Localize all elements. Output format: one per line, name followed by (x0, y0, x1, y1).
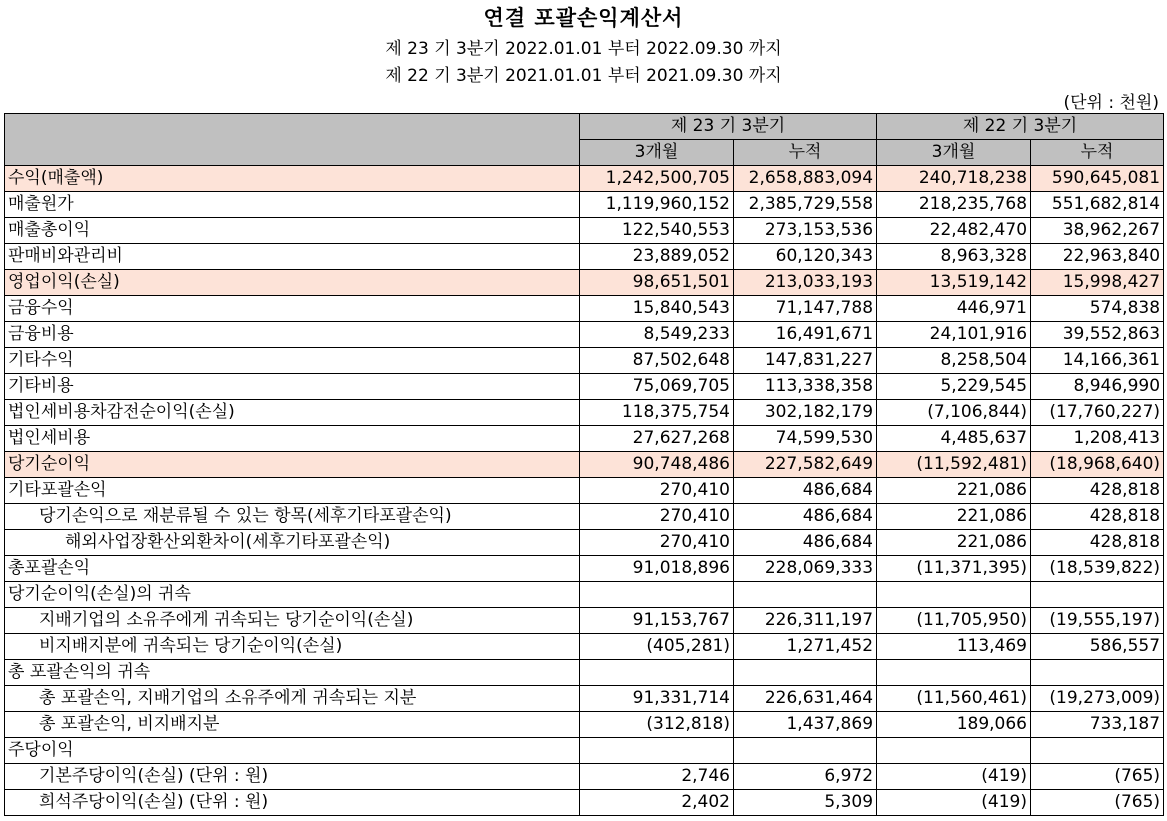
row-value: 221,086 (877, 530, 1031, 556)
row-value: 228,069,333 (734, 556, 877, 582)
row-value: 2,402 (580, 790, 734, 816)
table-row (5, 452, 1164, 478)
row-value: (765) (1031, 764, 1164, 790)
income-statement-table (4, 113, 1164, 816)
row-value (580, 582, 734, 608)
header-cumulative-prior: 누적 (1031, 140, 1164, 166)
row-value: 221,086 (877, 504, 1031, 530)
table-row (5, 218, 1164, 244)
row-value: (11,705,950) (877, 608, 1031, 634)
table-row (5, 296, 1164, 322)
row-value: 590,645,081 (1031, 166, 1164, 192)
row-value: 38,962,267 (1031, 218, 1164, 244)
header-account-cell (5, 114, 580, 166)
table-row (5, 192, 1164, 218)
row-value: 4,485,637 (877, 426, 1031, 452)
header-row-periods (5, 114, 1164, 140)
row-value (734, 660, 877, 686)
row-value (580, 660, 734, 686)
row-label: 당기순이익(손실)의 귀속 (5, 582, 580, 608)
table-row (5, 764, 1164, 790)
row-value: 302,182,179 (734, 400, 877, 426)
table-row (5, 426, 1164, 452)
row-value: 122,540,553 (580, 218, 734, 244)
row-label: 기타비용 (5, 374, 580, 400)
row-value: (405,281) (580, 634, 734, 660)
table-row (5, 478, 1164, 504)
row-value: 273,153,536 (734, 218, 877, 244)
row-value: 270,410 (580, 504, 734, 530)
unit-label: (단위 : 천원) (1063, 93, 1159, 113)
row-value (1031, 738, 1164, 764)
header-period-prior: 제 22 기 3분기 (877, 114, 1164, 140)
row-value: 1,437,869 (734, 712, 877, 738)
row-label: 매출원가 (5, 192, 580, 218)
row-label: 판매비와관리비 (5, 244, 580, 270)
statement-title: 연결 포괄손익계산서 (483, 6, 684, 30)
row-value: 733,187 (1031, 712, 1164, 738)
row-label: 총포괄손익 (5, 556, 580, 582)
row-value: (7,106,844) (877, 400, 1031, 426)
row-label: 총 포괄손익, 비지배지분 (5, 712, 580, 738)
row-value: 486,684 (734, 504, 877, 530)
row-value: 113,338,358 (734, 374, 877, 400)
row-value: 113,469 (877, 634, 1031, 660)
row-value: 221,086 (877, 478, 1031, 504)
row-value (1031, 660, 1164, 686)
row-value: (11,560,461) (877, 686, 1031, 712)
row-label: 기본주당이익(손실) (단위 : 원) (5, 764, 580, 790)
row-value (877, 660, 1031, 686)
row-value: 270,410 (580, 478, 734, 504)
table-body (5, 166, 1164, 816)
table-row (5, 400, 1164, 426)
row-value (580, 738, 734, 764)
row-value: (18,968,640) (1031, 452, 1164, 478)
row-value: 1,119,960,152 (580, 192, 734, 218)
row-value: (19,555,197) (1031, 608, 1164, 634)
row-value: 13,519,142 (877, 270, 1031, 296)
table-row (5, 530, 1164, 556)
row-label: 총 포괄손익의 귀속 (5, 660, 580, 686)
table-row (5, 634, 1164, 660)
row-value: 2,385,729,558 (734, 192, 877, 218)
header-3months-prior: 3개월 (877, 140, 1031, 166)
row-value: 428,818 (1031, 530, 1164, 556)
row-value: 227,582,649 (734, 452, 877, 478)
row-label: 희석주당이익(손실) (단위 : 원) (5, 790, 580, 816)
row-value: 213,033,193 (734, 270, 877, 296)
row-value: 189,066 (877, 712, 1031, 738)
table-row (5, 686, 1164, 712)
row-value: (765) (1031, 790, 1164, 816)
row-value: 574,838 (1031, 296, 1164, 322)
row-label: 수익(매출액) (5, 166, 580, 192)
row-label: 주당이익 (5, 738, 580, 764)
row-value: 60,120,343 (734, 244, 877, 270)
row-label: 기타수익 (5, 348, 580, 374)
row-value: (17,760,227) (1031, 400, 1164, 426)
row-value: 147,831,227 (734, 348, 877, 374)
row-value: 91,331,714 (580, 686, 734, 712)
row-value: (11,592,481) (877, 452, 1031, 478)
row-value: 24,101,916 (877, 322, 1031, 348)
row-value: 1,242,500,705 (580, 166, 734, 192)
row-value: 90,748,486 (580, 452, 734, 478)
row-label: 지배기업의 소유주에게 귀속되는 당기순이익(손실) (5, 608, 580, 634)
row-value: 8,258,504 (877, 348, 1031, 374)
row-value: 16,491,671 (734, 322, 877, 348)
row-value: 428,818 (1031, 478, 1164, 504)
row-label: 해외사업장환산외환차이(세후기타포괄손익) (5, 530, 580, 556)
row-value: 71,147,788 (734, 296, 877, 322)
header-cumulative-current: 누적 (734, 140, 877, 166)
row-value: 446,971 (877, 296, 1031, 322)
row-value: 8,963,328 (877, 244, 1031, 270)
row-value: 118,375,754 (580, 400, 734, 426)
row-value: 14,166,361 (1031, 348, 1164, 374)
row-value: 22,482,470 (877, 218, 1031, 244)
row-value: (419) (877, 764, 1031, 790)
row-value: 15,840,543 (580, 296, 734, 322)
row-value: 486,684 (734, 478, 877, 504)
period-current: 제 23 기 3분기 2022.01.01 부터 2022.09.30 까지 (385, 39, 782, 59)
row-label: 총 포괄손익, 지배기업의 소유주에게 귀속되는 지분 (5, 686, 580, 712)
row-value: 270,410 (580, 530, 734, 556)
row-value (734, 738, 877, 764)
table-row (5, 166, 1164, 192)
table-row (5, 348, 1164, 374)
row-label: 기타포괄손익 (5, 478, 580, 504)
row-value: 91,018,896 (580, 556, 734, 582)
row-label: 매출총이익 (5, 218, 580, 244)
table-row (5, 582, 1164, 608)
table-row (5, 374, 1164, 400)
header-3months-current: 3개월 (580, 140, 734, 166)
period-prior: 제 22 기 3분기 2021.01.01 부터 2021.09.30 까지 (385, 66, 782, 86)
row-label: 법인세비용 (5, 426, 580, 452)
row-value: 8,946,990 (1031, 374, 1164, 400)
row-value: 8,549,233 (580, 322, 734, 348)
row-value: 586,557 (1031, 634, 1164, 660)
row-value: 428,818 (1031, 504, 1164, 530)
row-value: 91,153,767 (580, 608, 734, 634)
row-value (1031, 582, 1164, 608)
row-value (877, 582, 1031, 608)
row-value: (11,371,395) (877, 556, 1031, 582)
row-value: (312,818) (580, 712, 734, 738)
table-row (5, 660, 1164, 686)
row-value (877, 738, 1031, 764)
row-value: 5,229,545 (877, 374, 1031, 400)
row-label: 법인세비용차감전순이익(손실) (5, 400, 580, 426)
table-row (5, 712, 1164, 738)
table-row (5, 608, 1164, 634)
row-value: (419) (877, 790, 1031, 816)
row-label: 당기순이익 (5, 452, 580, 478)
row-value: 6,972 (734, 764, 877, 790)
row-value: 1,271,452 (734, 634, 877, 660)
row-value: 240,718,238 (877, 166, 1031, 192)
row-value: 87,502,648 (580, 348, 734, 374)
table-row (5, 322, 1164, 348)
row-label: 금융비용 (5, 322, 580, 348)
row-value: 1,208,413 (1031, 426, 1164, 452)
row-value: 27,627,268 (580, 426, 734, 452)
row-value (734, 582, 877, 608)
table-row (5, 556, 1164, 582)
row-label: 당기손익으로 재분류될 수 있는 항목(세후기타포괄손익) (5, 504, 580, 530)
row-value: 486,684 (734, 530, 877, 556)
row-value: 98,651,501 (580, 270, 734, 296)
row-value: 23,889,052 (580, 244, 734, 270)
row-label: 금융수익 (5, 296, 580, 322)
row-value: 218,235,768 (877, 192, 1031, 218)
table-row (5, 244, 1164, 270)
table-row (5, 738, 1164, 764)
row-value: (18,539,822) (1031, 556, 1164, 582)
row-value: 551,682,814 (1031, 192, 1164, 218)
row-value: 74,599,530 (734, 426, 877, 452)
row-value: 39,552,863 (1031, 322, 1164, 348)
row-label: 비지배지분에 귀속되는 당기순이익(손실) (5, 634, 580, 660)
row-value: 75,069,705 (580, 374, 734, 400)
table-row (5, 270, 1164, 296)
row-value: 15,998,427 (1031, 270, 1164, 296)
row-value: 5,309 (734, 790, 877, 816)
header-period-current: 제 23 기 3분기 (580, 114, 877, 140)
row-value: 226,311,197 (734, 608, 877, 634)
table-row (5, 504, 1164, 530)
row-value: 226,631,464 (734, 686, 877, 712)
table-row (5, 790, 1164, 816)
row-value: (19,273,009) (1031, 686, 1164, 712)
row-value: 22,963,840 (1031, 244, 1164, 270)
row-label: 영업이익(손실) (5, 270, 580, 296)
row-value: 2,746 (580, 764, 734, 790)
row-value: 2,658,883,094 (734, 166, 877, 192)
